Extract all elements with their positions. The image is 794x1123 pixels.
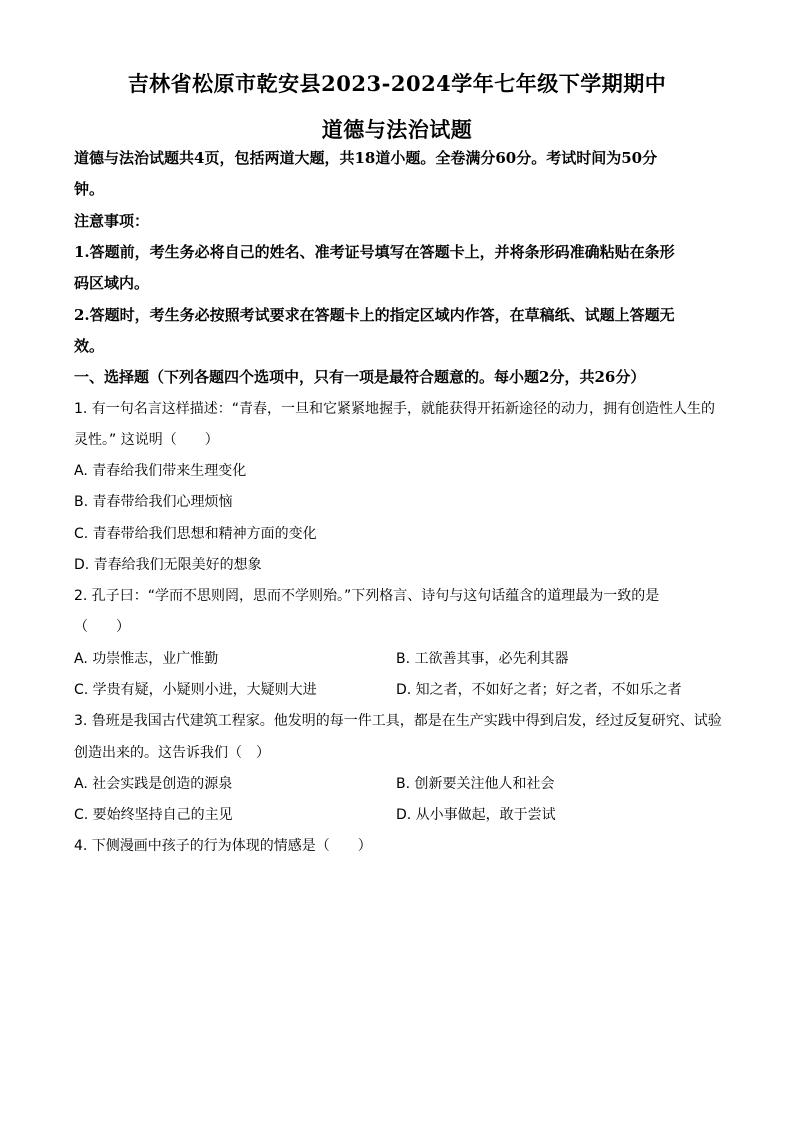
note-2-line-2: 效。 [74,337,105,355]
q2-option-b: B. 工欲善其事，必先利其器 [396,651,569,667]
q2-stem-line-1: 2. 孔子曰：“学而不思则罔，思而不学则殆。”下列格言、诗句与这句话蕴含的道理最为一致的是 [74,588,660,604]
q3-options-row-1 [74,769,724,800]
q2-option-a: A. 功崇惟志，业广惟勤 [74,651,219,667]
q1-option-b: B. 青春带给我们心理烦恼 [74,494,233,510]
section-1-heading: 一、选择题（下列各题四个选项中，只有一项是最符合题意的。每小题2分，共26分） [74,368,646,386]
q3-options-row-2 [74,800,724,831]
q2-option-d: D. 知之者，不如好之者；好之者，不如乐之者 [396,682,682,698]
q1-stem-line-2: 灵性。” 这说明（ ） [74,432,219,448]
note-1-line-1: 1.答题前，考生务必将自己的姓名、准考证号填写在答题卡上，并将条形码准确粘贴在条形 [74,243,675,261]
q3-option-d: D. 从小事做起，敢于尝试 [396,807,556,823]
note-1-line-2: 码区域内。 [74,274,150,292]
note-2-line-1: 2.答题时，考生务必按照考试要求在答题卡上的指定区域内作答，在草稿纸、试题上答题无 [74,306,675,324]
q1-option-a: A. 青春给我们带来生理变化 [74,463,247,479]
q3-stem-line-1: 3. 鲁班是我国古代建筑工程家。他发明的每一件工具，都是在生产实践中得到启发，经过反复研究、试验 [74,713,722,729]
notes-heading: 注意事项： [74,212,150,230]
q3-option-c: C. 要始终坚持自己的主见 [74,807,233,823]
q1-option-c: C. 青春带给我们思想和精神方面的变化 [74,526,317,542]
q3-option-a: A. 社会实践是创造的源泉 [74,776,233,792]
q1-option-d: D. 青春给我们无限美好的想象 [74,557,262,573]
q2-option-c: C. 学贵有疑，小疑则小进，大疑则大进 [74,682,317,698]
q2-stem-line-2: （ ） [74,619,130,635]
q3-stem-line-2: 创造出来的。这告诉我们（ ） [74,745,270,761]
q3-option-b: B. 创新要关注他人和社会 [396,776,555,792]
intro-line-2: 钟。 [74,180,105,198]
page-title: 吉林省松原市乾安县2023-2024学年七年级下学期期中 [127,71,667,96]
q2-options-row-2 [74,675,724,706]
q1-stem-line-1: 1. 有一句名言这样描述：“青春，一旦和它紧紧地握手，就能获得开拓新途径的动力，拥有创造性人生的 [74,401,716,417]
q4-stem-line-1: 4. 下侧漫画中孩子的行为体现的情感是（ ） [74,838,372,854]
q2-options-row-1 [74,644,724,675]
page-subtitle: 道德与法治试题 [321,117,473,142]
intro-line-1: 道德与法治试题共4页，包括两道大题，共18道小题。全卷满分60分。考试时间为50分 [74,149,658,167]
